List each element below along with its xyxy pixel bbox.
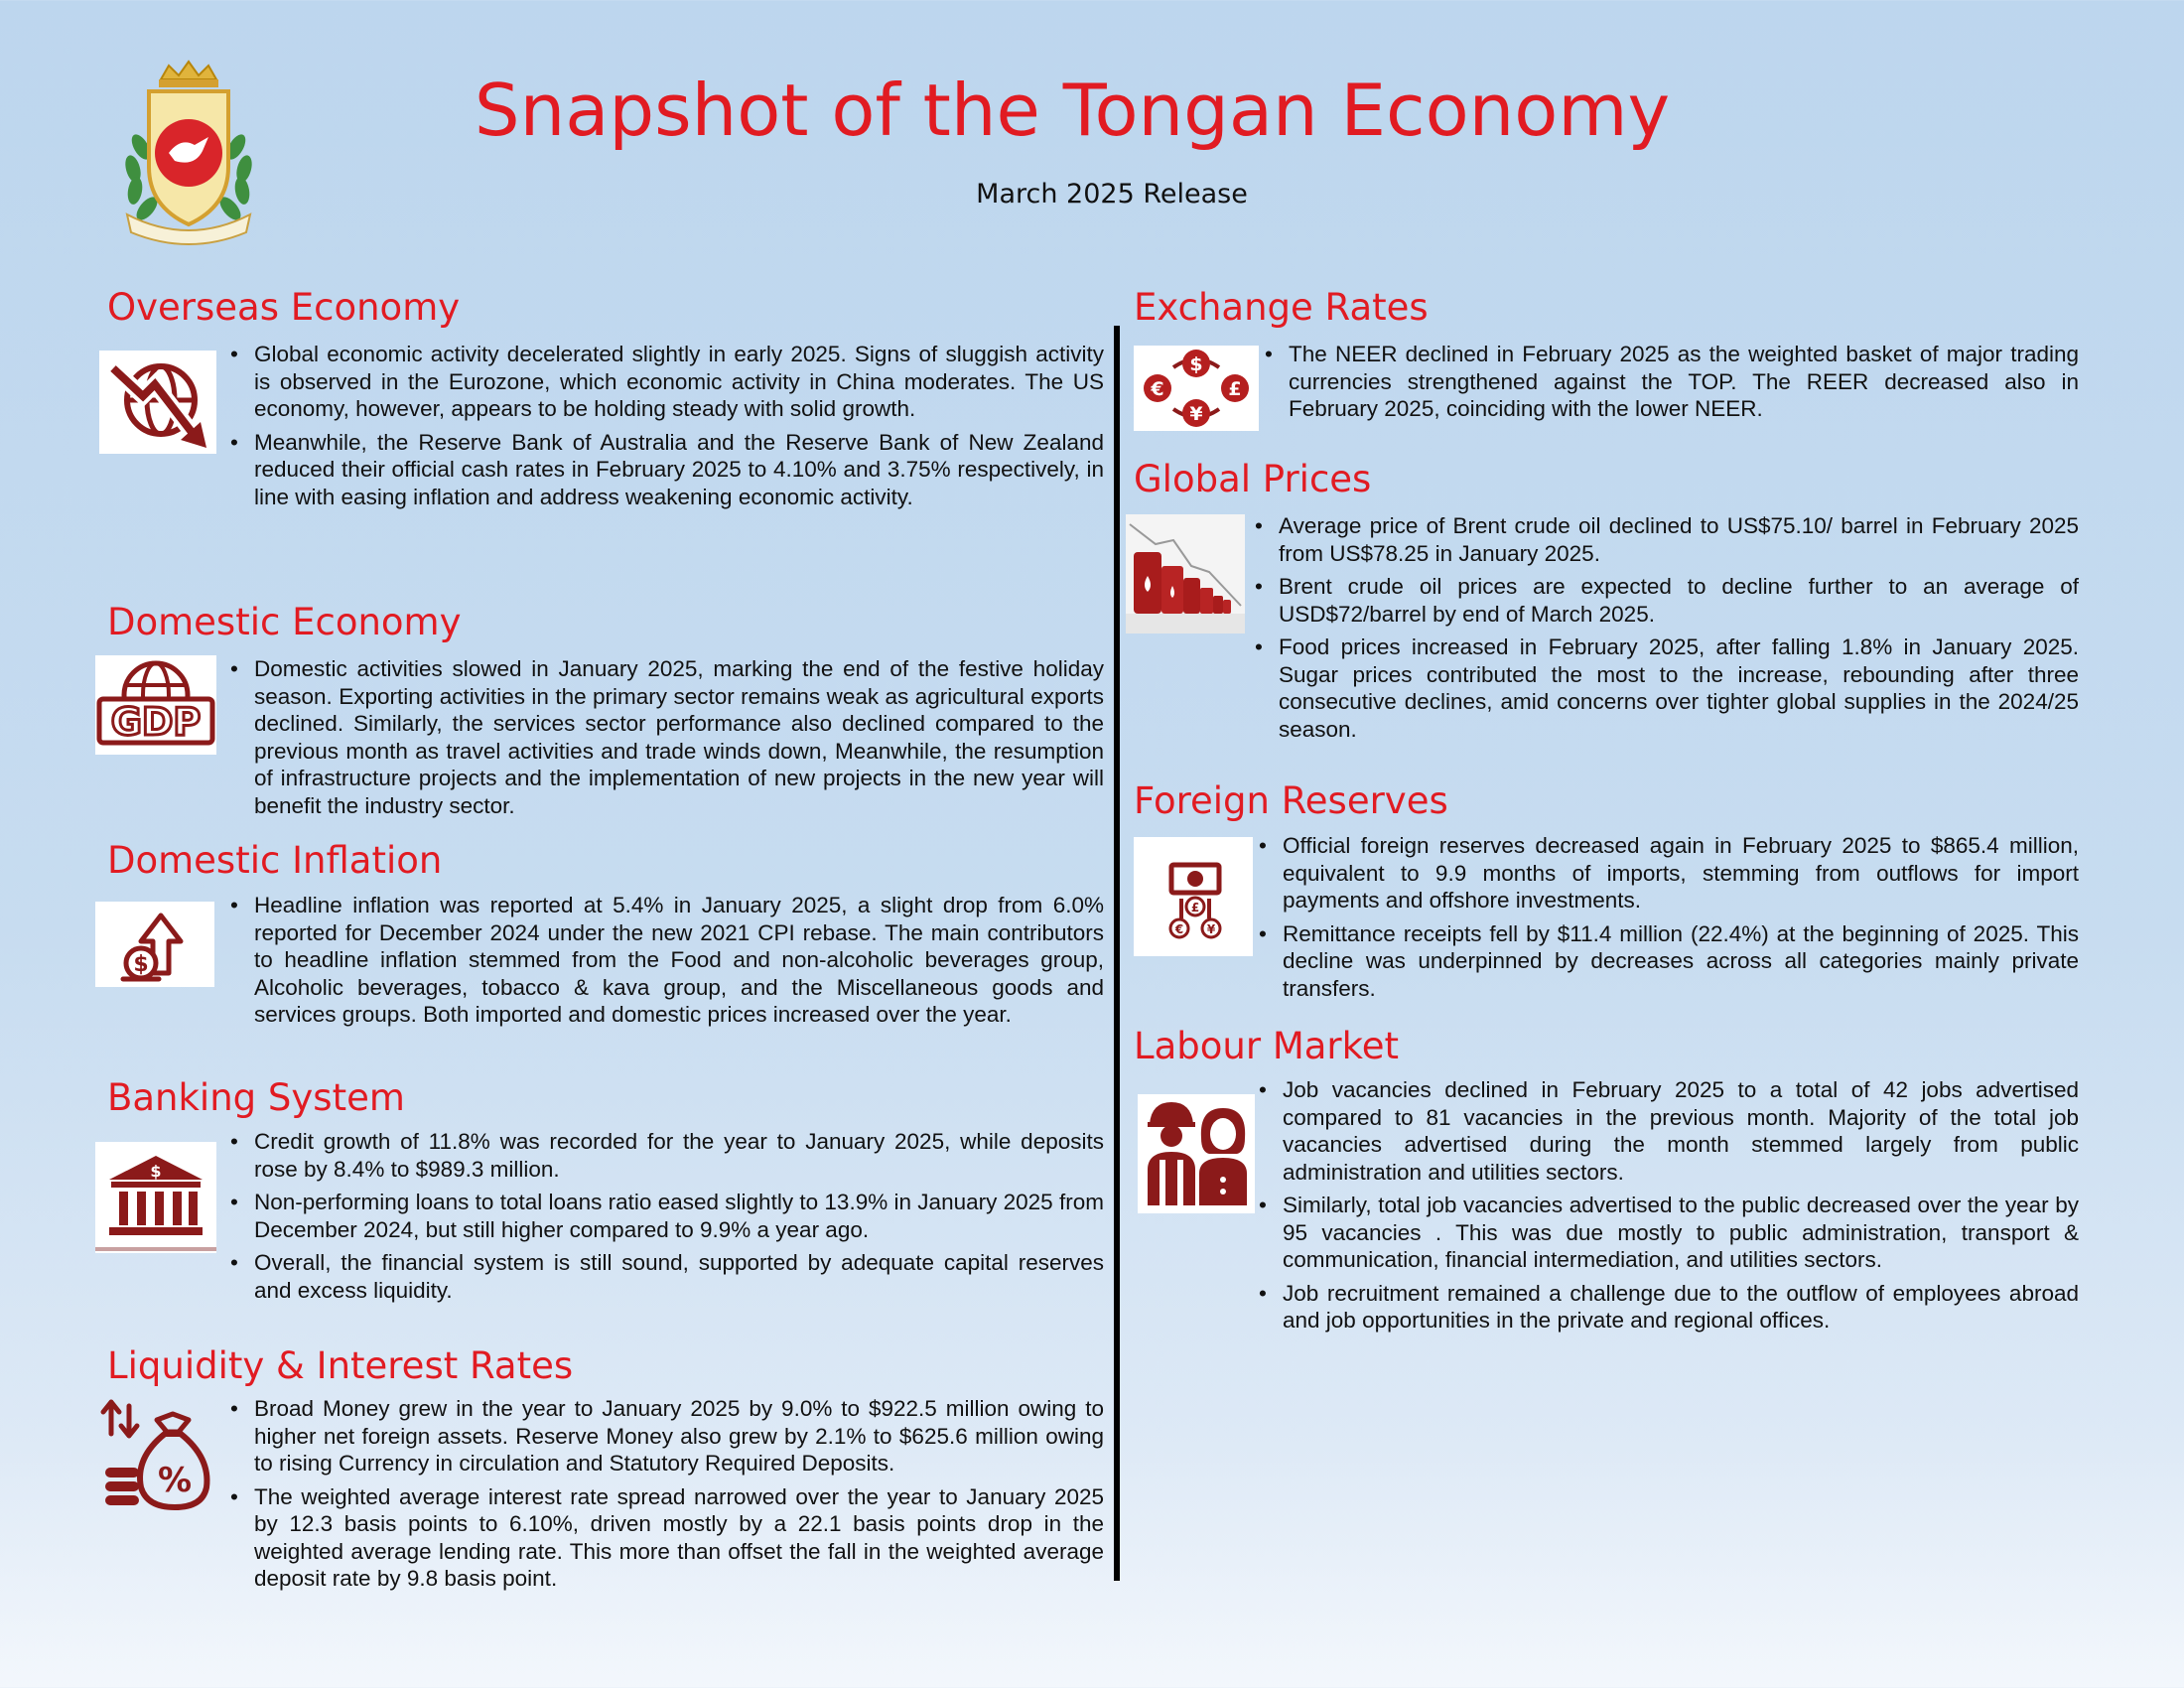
svg-text:$: $: [133, 952, 149, 977]
svg-text:€: €: [1174, 922, 1184, 936]
section-title-exchange-rates: Exchange Rates: [1134, 286, 1429, 329]
list-item: • Headline inflation was reported at 5.4% in January 2025, a slight drop from 6.0% reported for December 2024 under the new 2021 CPI rebase. The main contributors to headline inflation stemmed from the Food and non-alcoholic beverages group, Alcoholic beverages, tobacco & kava group, and the Miscellaneous goods and services groups. Both imported and domestic prices increased over the year.: [228, 892, 1104, 1029]
section-title-foreign-reserves: Foreign Reserves: [1134, 779, 1448, 822]
svg-text:¥: ¥: [1206, 922, 1216, 936]
column-divider: [1114, 326, 1120, 1581]
labour-market-list: [1257, 1076, 2079, 1340]
currency-symbol: £: [1228, 378, 1242, 400]
foreign-currency-note-icon: [1134, 837, 1253, 956]
svg-text:GDP: GDP: [110, 700, 202, 744]
bank-icon: [95, 1142, 216, 1253]
foreign-reserves-list: [1257, 832, 2079, 1008]
list-item: • Meanwhile, the Reserve Bank of Australia and the Reserve Bank of New Zealand reduced their official cash rates in February 2025 to 4.10% and 3.75% respectively, in line with easing inflation and address weakening economic activity.: [228, 429, 1104, 511]
section-title-banking-system: Banking System: [107, 1076, 405, 1119]
list-item: • Food prices increased in February 2025, after falling 1.8% in January 2025. Sugar prices contributed the most to the increase, rebounding after three consecutive declines, amid concerns over tighter global supplies in the 2024/25 season.: [1253, 633, 2079, 743]
list-item: • The NEER declined in February 2025 as the weighted basket of major trading currencies strengthened against the TOP. The REER decreased also in February 2025, coinciding with the lower NEER.: [1263, 341, 2079, 423]
overseas-economy-list: [228, 341, 1104, 516]
list-item: • Overall, the financial system is still sound, supported by adequate capital reserves and excess liquidity.: [228, 1249, 1104, 1304]
section-title-domestic-inflation: Domestic Inflation: [107, 839, 443, 882]
liquidity-interest-rates-list: [228, 1395, 1104, 1599]
list-item: • Global economic activity decelerated slightly in early 2025. Signs of sluggish activity is observed in the Eurozone, which economic activity in China moderates. The US economy, however, appears to be holding steady with solid growth.: [228, 341, 1104, 423]
list-item: • Job recruitment remained a challenge due to the outflow of employees abroad and job opportunities in the private and regional offices.: [1257, 1280, 2079, 1335]
list-item: • Similarly, total job vacancies advertised to the public decreased over the year by 95 vacancies . This was due mostly to public administration, transport & communication, financial intermediation, and utilities sectors.: [1257, 1192, 2079, 1274]
list-item: • Official foreign reserves decreased again in February 2025 to $865.4 million, equivalent to 9.9 months of imports, stemming from outflows for import payments and offshore investments.: [1257, 832, 2079, 914]
section-title-labour-market: Labour Market: [1134, 1025, 1400, 1067]
page-title: Snapshot of the Tongan Economy: [474, 69, 1671, 152]
list-item: • Job vacancies declined in February 2025 to a total of 42 jobs advertised compared to 81 vacancies in the previous month. Majority of the total job vacancies advertised during the month stemmed largely from public administration and utilities sectors.: [1257, 1076, 2079, 1186]
currency-symbol: $: [1189, 353, 1203, 375]
list-item: • Credit growth of 11.8% was recorded for the year to January 2025, while deposits rose by 8.4% to $989.3 million.: [228, 1128, 1104, 1183]
section-title-liquidity-interest-rates: Liquidity & Interest Rates: [107, 1344, 574, 1387]
list-item: • Non-performing loans to total loans ratio eased slightly to 13.9% in January 2025 from December 2024, but still higher compared to 9.9% a year ago.: [228, 1189, 1104, 1243]
currency-exchange-icon: [1134, 346, 1259, 431]
list-item: • Domestic activities slowed in January 2025, marking the end of the festive holiday season. Exporting activities in the primary sector remains weak as agricultural exports declined. Similarly, the services sector performance also declined compared to the previous month as travel activities and trade winds down, Meanwhile, the resumption of infrastructure projects and the implementation of new projects in the new year will benefit the industry sector.: [228, 655, 1104, 819]
money-bag-percent-icon: [99, 1396, 214, 1515]
section-title-global-prices: Global Prices: [1134, 458, 1372, 500]
global-prices-list: [1253, 512, 2079, 749]
currency-symbol: €: [1151, 378, 1164, 400]
svg-text:$: $: [150, 1162, 162, 1181]
domestic-inflation-list: [228, 892, 1104, 1035]
section-title-domestic-economy: Domestic Economy: [107, 601, 462, 643]
list-item: • Broad Money grew in the year to January 2025 by 9.0% to $922.5 million owing to higher net foreign assets. Reserve Money also grew by 2.1% to $625.6 million owing to rising Currency in circulation and Statutory Required Deposits.: [228, 1395, 1104, 1477]
currency-symbol: ¥: [1189, 403, 1203, 425]
release-subtitle: March 2025 Release: [976, 179, 1248, 210]
list-item: • Remittance receipts fell by $11.4 million (22.4%) at the beginning of 2025. This decline was underpinned by decreases across all categories mainly private transfers.: [1257, 920, 2079, 1003]
svg-text:£: £: [1190, 901, 1200, 914]
exchange-rates-list: [1263, 341, 2079, 429]
list-item: • The weighted average interest rate spread narrowed over the year to January 2025 by 12.3 basis points to 6.10%, driven mostly by a 22.1 basis points drop in the weighted average lending rate. This more than offset the fall in the weighted average deposit rate by 9.8 basis point.: [228, 1483, 1104, 1593]
gdp-globe-icon: [95, 655, 216, 755]
list-item: • Average price of Brent crude oil declined to US$75.10/ barrel in February 2025 from US$78.25 in January 2025.: [1253, 512, 2079, 567]
oil-barrels-icon: [1126, 514, 1245, 633]
rising-price-icon: [95, 902, 214, 987]
svg-text:%: %: [157, 1461, 193, 1500]
list-item: • Brent crude oil prices are expected to decline further to an average of USD$72/barrel by end of March 2025.: [1253, 573, 2079, 628]
banking-system-list: [228, 1128, 1104, 1310]
globe-down-arrow-icon: [99, 351, 216, 454]
section-title-overseas-economy: Overseas Economy: [107, 286, 461, 329]
domestic-economy-list: [228, 655, 1104, 825]
workers-icon: [1138, 1094, 1255, 1213]
